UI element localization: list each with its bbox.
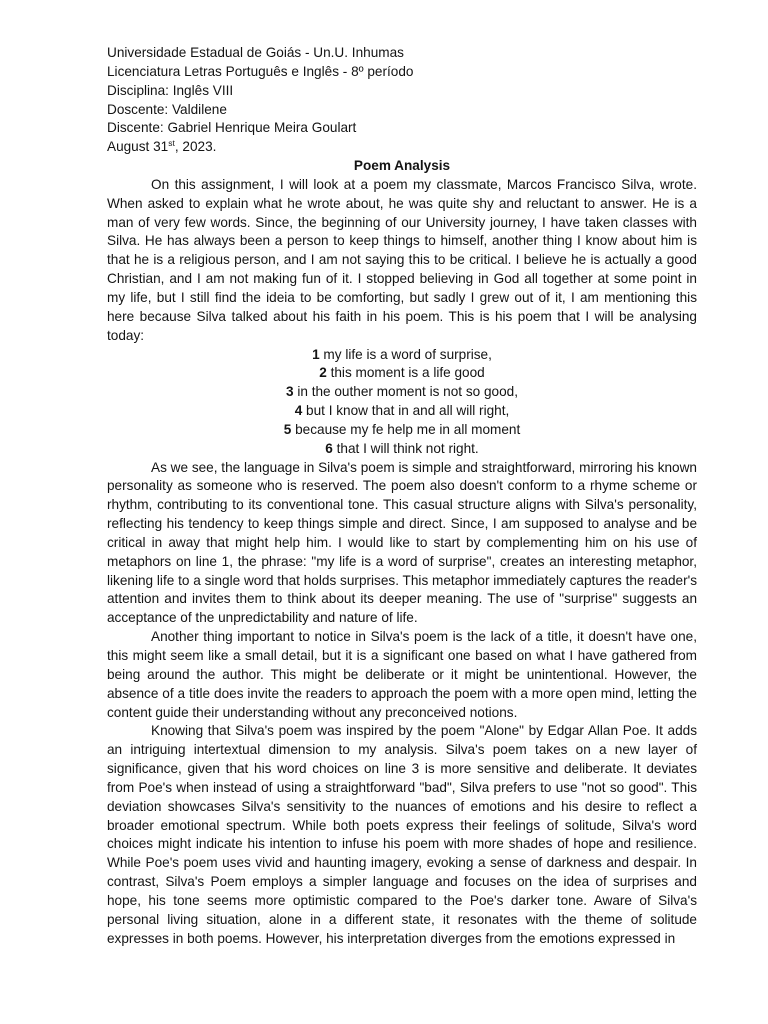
poem-line-text: in the outher moment is not so good, <box>293 384 518 400</box>
paragraph-intro: On this assignment, I will look at a poem my classmate, Marcos Francisco Silva, wrote. When asked to explain what he wrote about, he was quite shy and reluctant to answer. He is a man of very few words. Since, the beginning of our University journey, I have taken classes with Silva. He has always been a person to keep things to himself, another thing I know about him is that he is a religious person, and I am not saying this to be critical. I believe he is actually a good Christian, and I am not making fun of it. I stopped believing in God all together at some point in my life, but I still find the ideia to be comforting, but sadly I grew out of it, I am mentioning this here because Silva talked about his faith in his poem. This is his poem that I will be analysing today: <box>107 176 697 343</box>
poem-line-number: 5 <box>283 421 292 437</box>
poem-line-number: 6 <box>325 440 333 456</box>
header-discipline: Disciplina: Inglês VIII <box>107 82 234 98</box>
poem-line <box>107 383 697 402</box>
poem-line-number: 3 <box>286 384 294 400</box>
paragraph-language: As we see, the language in Silva's poem is simple and straightforward, mirroring his known personality as someone who is reserved. The poem also doesn't conform to a rhyme scheme or rhythm, contributing to its conventional tone. This casual structure aligns with Silva's personality, reflecting his tendency to keep things simple and direct. Since, I am supposed to analyse and be critical in away that might help him. I would like to start by complementing him on his use of metaphors on line 1, the phrase: "my life is a word of surprise", creates an interesting metaphor, likening life to a single word that holds surprises. This metaphor immediately captures the reader's attention and invites them to think about its deeper meaning. The use of "surprise" suggests an acceptance of the unpredictability and nature of life. <box>107 459 697 626</box>
poem-line-number: 4 <box>294 403 303 419</box>
paragraph-title: Another thing important to notice in Silva's poem is the lack of a title, it doesn't have one, this might seem like a small detail, but it is a significant one based on what I have gathered from being around the author. This might be deliberate or it might be unintentional. However, the absence of a title does invite the readers to approach the poem with a more open mind, letting the content guide their understanding without any preconceived notions. <box>107 629 697 720</box>
poem-line-number: 1 <box>312 346 320 362</box>
header-university: Universidade Estadual de Goiás - Un.U. Inhumas <box>107 45 404 60</box>
poem-line-text: but I know that in and all will right, <box>302 403 510 419</box>
poem-line <box>107 346 697 365</box>
poem-block <box>107 346 697 459</box>
header-teacher: Doscente: Valdilene <box>107 101 227 117</box>
poem-line <box>107 402 697 421</box>
header-date <box>107 138 697 157</box>
date-month-day: August 31 <box>107 139 169 155</box>
date-suffix: st <box>168 138 175 149</box>
poem-line-text: this moment is a life good <box>326 365 485 381</box>
poem-line-text: that I will think not right. <box>332 440 479 456</box>
poem-line <box>107 440 697 459</box>
poem-line-text: because my fe help me in all moment <box>291 421 521 437</box>
document-page <box>107 44 697 949</box>
poem-line-number: 2 <box>319 365 327 381</box>
header-student: Discente: Gabriel Henrique Meira Goulart <box>107 120 357 136</box>
poem-line <box>107 364 697 383</box>
poem-line <box>107 421 697 440</box>
paragraph-poe: Knowing that Silva's poem was inspired by the poem "Alone" by Edgar Allan Poe. It adds an intriguing intertextual dimension to my analysis. Silva's poem takes on a new layer of significance, given that his word choices on line 3 is more sensitive and deliberate. It deviates from Poe's when instead of using a straightforward "bad", Silva prefers to use "not so good". This deviation showcases Silva's sensitivity to the nuances of emotions and his desire to reflect a broader emotional spectrum. While both poets express their feelings of solitude, Silva's word choices might indicate his intention to infuse his poem with more shades of hope and resilience. While Poe's poem uses vivid and haunting imagery, evoking a sense of darkness and despair. In contrast, Silva's Poem employs a simpler language and focuses on the idea of surprises and hope, his tone seems more optimistic compared to the Poe's darker tone. Aware of Silva's personal living situation, alone in a different state, it resonates with the theme of solitude expresses in both poems. However, his interpretation diverges from the emotions expressed in <box>107 723 697 946</box>
document-title: Poem Analysis <box>353 158 451 174</box>
header-course: Licenciatura Letras Português e Inglês - 8º período <box>107 63 414 79</box>
poem-line-text: my life is a word of surprise, <box>319 346 492 362</box>
date-year: , 2023. <box>174 139 217 155</box>
